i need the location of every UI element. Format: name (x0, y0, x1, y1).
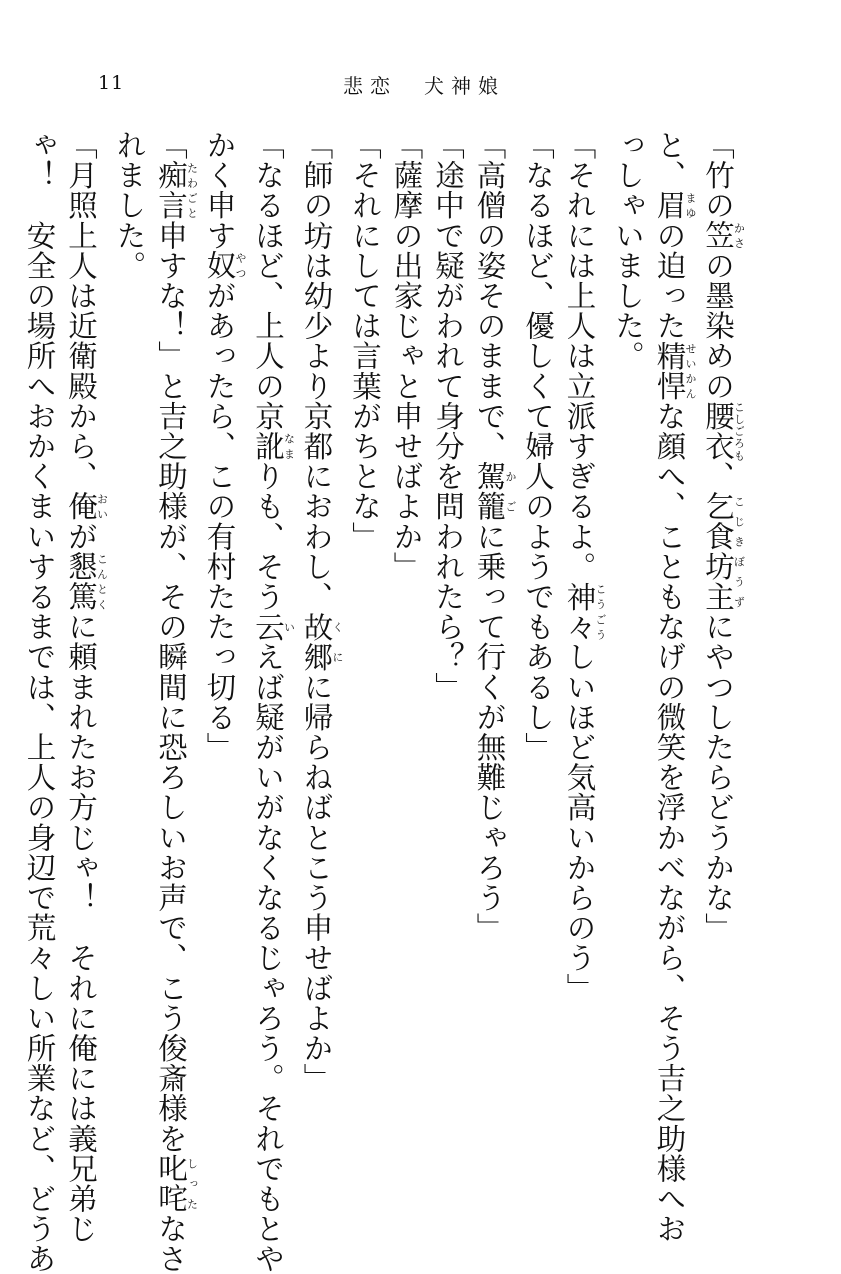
text-run: 「月照上人は近衛殿から、 (64, 130, 98, 492)
text-run: っしゃいました。 (611, 130, 645, 371)
ruby-reading: たわごと (185, 160, 199, 221)
ruby-annotation (154, 1153, 199, 1214)
text-run: 「竹の (701, 130, 735, 221)
text-run: 申すな！」と吉之助様が、その瞬間に恐ろしいお声で、こう俊斎様を (154, 220, 188, 1154)
ruby-reading: しった (185, 1153, 199, 1214)
text-run: 「途中で疑がわれて身分を問われたら？」 (431, 130, 465, 702)
ruby-base: 云 (251, 611, 285, 642)
ruby-base: 懇篤 (64, 551, 98, 612)
text-line (468, 130, 517, 1130)
ruby-reading: い (282, 611, 296, 642)
ruby-annotation (202, 250, 247, 281)
text-run: なさ (154, 1213, 188, 1274)
text-run: があったら、この有村たたっ切る」 (202, 280, 237, 763)
text-line (517, 130, 559, 1130)
ruby-base: 腰衣 (701, 400, 735, 462)
ruby-reading: かご (504, 461, 517, 522)
ruby-base: 故郷 (299, 611, 334, 672)
text-run: 「なるほど、優しくて婦人のようでもあるし」 (521, 130, 555, 763)
ruby-annotation (472, 461, 517, 522)
running-title: 悲恋 犬神娘 (343, 74, 505, 98)
text-run: 「 (154, 130, 188, 161)
ruby-base: 精悍 (652, 340, 687, 401)
ruby-base: 奴 (202, 250, 237, 281)
ruby-annotation (562, 581, 607, 642)
text-line (697, 130, 746, 1130)
text-line (385, 130, 427, 1130)
ruby-annotation (652, 340, 697, 401)
ruby-reading: くに (331, 611, 344, 672)
text-run: りも、そう (251, 461, 285, 612)
text-run: えば疑がいがなくなるじゃろう。それでもとや (251, 641, 285, 1274)
text-line (150, 130, 199, 1274)
text-line (344, 130, 386, 1130)
text-run: 、 (701, 461, 735, 492)
page-number: 11 (98, 72, 125, 94)
ruby-reading: かさ (732, 220, 746, 251)
text-run: 「薩摩の出家じゃと申せばよか」 (389, 130, 424, 582)
ruby-base: 神々 (562, 581, 597, 642)
ruby-reading: こじきぼうず (732, 491, 746, 612)
ruby-annotation (64, 551, 109, 612)
ruby-base: 乞食坊主 (701, 491, 735, 612)
text-run: に帰らねばとこう申せばよか」 (299, 671, 334, 1094)
ruby-reading: こしごろも (732, 400, 746, 462)
text-line (198, 130, 247, 1130)
text-run: が (64, 521, 98, 552)
ruby-annotation (701, 400, 746, 462)
text-run: に頼まれたお方じゃ！ それに俺には義兄弟じ (64, 611, 98, 1244)
text-run: 「それには上人は立派すぎるよ。 (562, 130, 597, 582)
body-text (22, 130, 746, 1274)
text-line (60, 130, 109, 1244)
text-run: の墨染めの (701, 250, 735, 401)
ruby-reading: こんとく (95, 551, 109, 612)
ruby-reading: なま (282, 431, 296, 462)
text-line (648, 130, 697, 1244)
ruby-annotation (701, 220, 746, 251)
text-line (295, 130, 344, 1130)
text-run: しいほど気高いからのう」 (562, 641, 597, 1003)
ruby-base: 眉 (652, 190, 687, 221)
text-run: に乗って行くが無難じゃろう」 (472, 521, 507, 943)
text-run: れました。 (112, 130, 147, 281)
text-run: と、 (652, 130, 687, 191)
ruby-base: 俺 (64, 491, 98, 522)
ruby-reading: おい (95, 491, 109, 522)
ruby-annotation (64, 491, 109, 522)
ruby-annotation (701, 491, 746, 612)
ruby-annotation (299, 611, 344, 672)
ruby-annotation (154, 160, 199, 221)
ruby-annotation (652, 190, 697, 221)
text-run: 「師の坊は幼少より京都におわし、 (299, 130, 334, 612)
ruby-reading: こうごう (594, 581, 607, 642)
text-line (558, 130, 607, 1130)
text-line (607, 130, 649, 1130)
text-line (247, 130, 296, 1274)
text-run: な顔へ、こともなげの微笑を浮かべながら、そう吉之助様へお (652, 400, 687, 1244)
text-run: 「高僧の姿そのままで、 (472, 130, 507, 462)
text-line (108, 130, 150, 1130)
text-run: かく申す (202, 130, 237, 251)
ruby-reading: やつ (234, 250, 247, 281)
text-run: 「それにしては言葉がちとな」 (348, 130, 382, 552)
ruby-base: 駕籠 (472, 461, 507, 522)
text-run: ゃ！ 安全の場所へおかくまいするまでは、上人の身辺で荒々しい所業など、どうあ (22, 130, 57, 1274)
ruby-annotation (251, 431, 296, 462)
ruby-base: 痴言 (154, 160, 188, 221)
text-run: の迫った (652, 220, 687, 341)
ruby-annotation (251, 611, 296, 642)
text-run: にやつしたらどうかな」 (701, 611, 735, 943)
text-line (427, 130, 469, 1130)
ruby-base: 叱咤 (154, 1153, 188, 1214)
text-line (18, 130, 60, 1274)
text-run: 「なるほど、上人の京 (251, 130, 285, 431)
ruby-base: 訛 (251, 431, 285, 462)
ruby-reading: せいかん (684, 340, 697, 401)
ruby-base: 笠 (701, 220, 735, 251)
ruby-reading: まゆ (684, 190, 697, 221)
